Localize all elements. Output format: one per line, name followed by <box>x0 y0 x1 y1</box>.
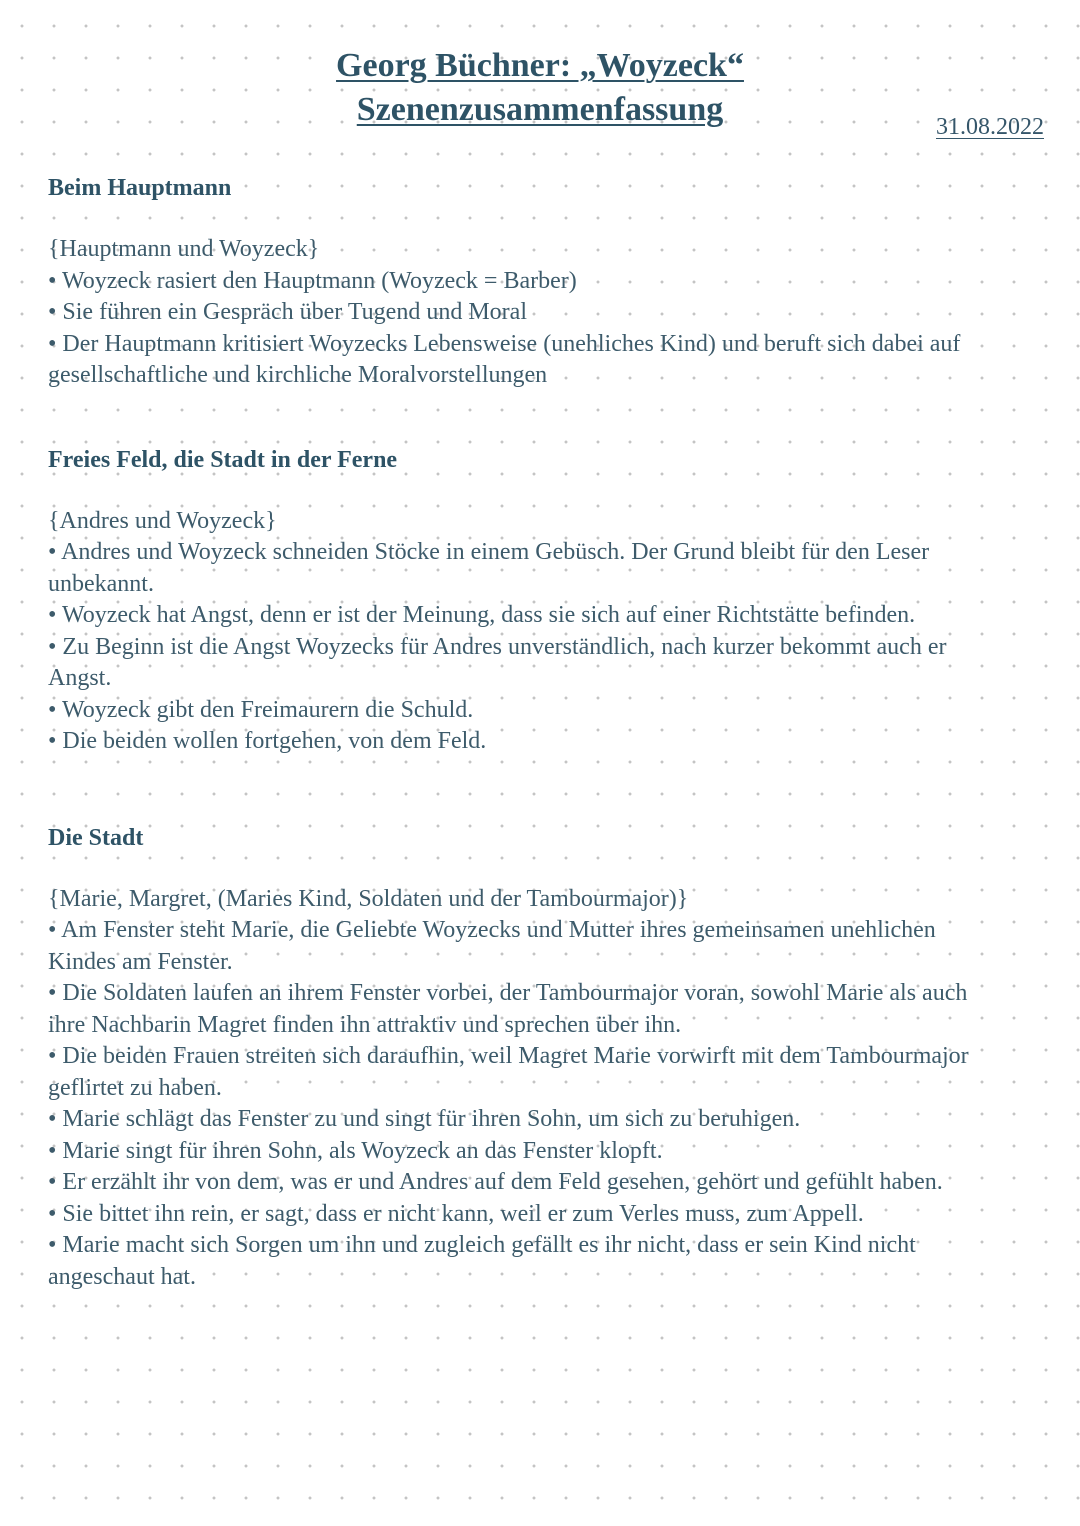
section-heading: Beim Hauptmann <box>48 175 232 201</box>
bullet-list <box>48 915 988 1293</box>
list-item: • Woyzeck hat Angst, denn er ist der Meinung, dass sie sich auf einer Richtstätte befinden. <box>48 602 916 628</box>
section-participants: {Marie, Margret, (Maries Kind, Soldaten und der Tambourmajor)} <box>48 885 689 912</box>
list-item: • Marie singt für ihren Sohn, als Woyzeck an das Fenster klopft. <box>48 1137 663 1164</box>
list-item: • Marie schlägt das Fenster zu und singt für ihren Sohn, um sich zu beruhigen. <box>48 1106 801 1132</box>
bullet-list <box>48 266 988 392</box>
list-item: • Sie führen ein Gespräch über Tugend und Moral <box>48 299 527 325</box>
list-item: • Andres und Woyzeck schneiden Stöcke in einem Gebüsch. Der Grund bleibt für den Leser unbekannt. <box>48 539 930 597</box>
list-item: • Er erzählt ihr von dem, was er und Andres auf dem Feld gesehen, gehört und gefühlt haben. <box>48 1169 943 1195</box>
title-line-1: Georg Büchner: „Woyzeck“ <box>336 47 744 84</box>
section-die-stadt <box>48 822 988 1294</box>
title-line-2: Szenenzusammenfassung <box>356 91 724 128</box>
date: 31.08.2022 <box>936 114 1044 140</box>
list-item: • Marie macht sich Sorgen um ihn und zugleich gefällt es ihr nicht, dass er sein Kind nicht angeschaut hat. <box>48 1232 916 1290</box>
list-item: • Die beiden Frauen streiten sich daraufhin, weil Magret Marie vorwirft mit dem Tambourmajor geflirtet zu haben. <box>48 1043 969 1101</box>
section-participants: {Hauptmann und Woyzeck} <box>48 236 320 262</box>
section-heading: Die Stadt <box>48 824 144 851</box>
list-item: • Sie bittet ihn rein, er sagt, dass er nicht kann, weil er zum Verles muss, zum Appell. <box>48 1200 864 1227</box>
list-item: • Die beiden wollen fortgehen, von dem Feld. <box>48 728 487 754</box>
section-participants: {Andres und Woyzeck} <box>48 507 277 534</box>
list-item: • Der Hauptmann kritisiert Woyzecks Lebensweise (unehliches Kind) und beruft sich dabei auf gesellschaftliche und kirchliche Moralvorstellungen <box>48 330 961 388</box>
section-freies-feld <box>48 444 988 758</box>
list-item: • Die Soldaten laufen an ihrem Fenster vorbei, der Tambourmajor voran, sowohl Marie als auch ihre Nachbarin Magret finden ihn attraktiv und sprechen über ihn. <box>48 980 968 1038</box>
bullet-list <box>48 537 988 758</box>
list-item: • Am Fenster steht Marie, die Geliebte Woyzecks und Mutter ihres gemeinsamen unehlichen Kindes am Fenster. <box>48 917 936 975</box>
document-title <box>0 44 1080 132</box>
list-item: • Zu Beginn ist die Angst Woyzecks für Andres unverständlich, nach kurzer bekommt auch er Angst. <box>48 633 947 691</box>
document-body <box>48 172 988 1293</box>
section-heading: Freies Feld, die Stadt in der Ferne <box>48 446 398 473</box>
section-beim-hauptmann <box>48 172 988 392</box>
list-item: • Woyzeck gibt den Freimaurern die Schuld. <box>48 696 474 723</box>
list-item: • Woyzeck rasiert den Hauptmann (Woyzeck = Barber) <box>48 267 577 294</box>
